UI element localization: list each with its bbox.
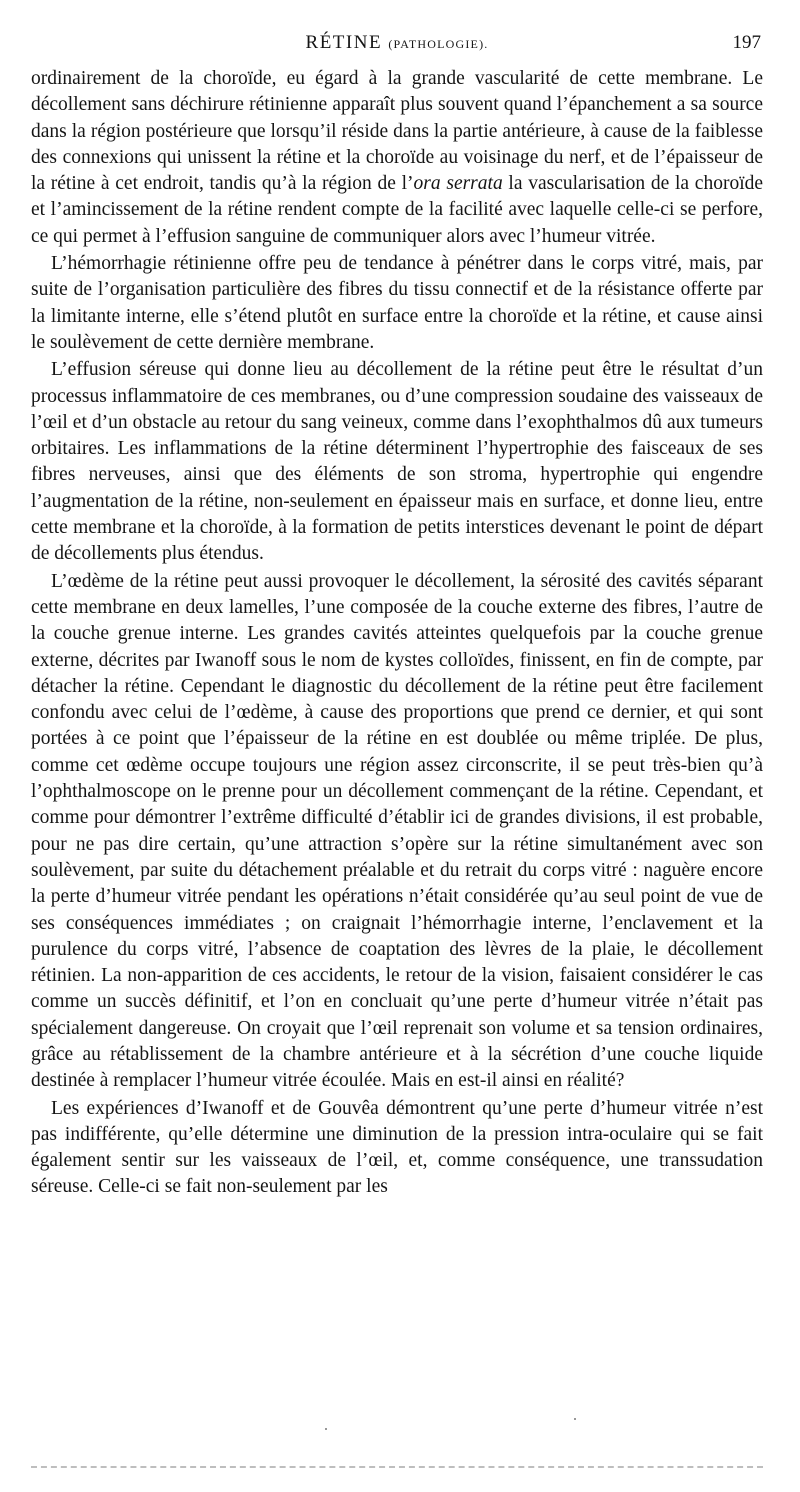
paragraph-1-text-a: ordinairement de la choroïde, eu égard à la grande vascularité de cette membrane. Le décollement sans déchirure rétinienne apparaît plus souvent quand l’épanchement a sa source dans la région postérieure que lorsqu’il réside dans la partie antérieure, à cause de la faiblesse des connexions qui unissent la rétine et la choroïde au voisinage du nerf, et de l’épaisseur de la rétine à cet endroit, tandis qu’à la région de l’ (31, 68, 763, 195)
header-title: RÉTINE (305, 32, 383, 53)
paragraph-5: Les expériences d’Iwanoff et de Gouvêa démontrent qu’une perte d’humeur vitrée n’est pas indifférente, qu’elle détermine une diminution de la pression intra-oculaire qui se fait également sentir sur les vaisseaux de l’œil, et, comme conséquence, une transsudation séreuse. Celle-ci se fait non-seulement par les (31, 1097, 763, 1198)
paragraph-1 (31, 66, 763, 250)
paragraph-3: L’effusion séreuse qui donne lieu au décollement de la rétine peut être le résultat d’un processus inflammatoire de ces membranes, ou d’une compression soudaine des vaisseaux de l’œil et d’un obstacle au retour du sang veineux, comme dans l’exophthalmos dû aux tumeurs orbitaires. Les inflammations de la rétine déterminent l’hypertrophie des faisceaux de ses fibres nerveuses, ainsi que des éléments de son stroma, hypertrophie qui engendre l’augmentation de la rétine, non-seulement en épaisseur mais en surface, et donne lieu, entre cette membrane et la choroïde, à la formation de petits interstices devenant le point de départ de décollements plus étendus. (31, 359, 763, 565)
italic-term-ora-serrata: ora serrata (413, 173, 503, 195)
paragraph-4: L’œdème de la rétine peut aussi provoquer le décollement, la sérosité des cavités séparant cette membrane en deux lamelles, l’une composée de la couche externe des fibres, l’autre de la couche grenue interne. Les grandes cavités atteintes quelquefois par la couche grenue externe, décrites par Iwanoff sous le nom de kystes colloïdes, finissent, en fin de compte, par détacher la rétine. Cependant le diagnostic du décollement de la rétine peut être facilement confondu avec celui de l’œdème, à cause des proportions que prend ce dernier, et qui sont portées à ce point que l’épaisseur de la rétine en est doublée ou même triplée. De plus, comme cet œdème occupe toujours une région assez circonscrite, il se peut très-bien qu’à l’ophthalmoscope on le prenne pour un décollement commençant de la rétine. Cependant, et comme pour démontrer l’extrême difficulté d’établir ici de grandes divisions, il est probable, pour ne pas dire certain, qu’une attraction s’opère sur la rétine simultanément avec son soulèvement, par suite du détachement préalable et du retrait du corps vitré : naguère encore la perte d’humeur vitrée pendant les opérations n’était considérée qu’au seul point de vue de ses conséquences immédiates ; on craignait l’hémorrhagie interne, l’enclavement et la purulence du corps vitré, l’absence de coaptation des lèvres de la plaie, le décollement rétinien. La non-apparition de ces accidents, le retour de la vision, faisaient considérer le cas comme un succès définitif, et l’on en concluait qu’une perte d’humeur vitrée n’était pas spécialement dangereuse. On croyait que l’œil reprenait son volume et sa tension ordinaires, grâce au rétablissement de la chambre antérieure et à la sécrétion d’une couche liquide destinée à remplacer l’humeur vitrée écoulée. Mais en est-il ainsi en réalité? (31, 570, 763, 1092)
paragraph-1-text-b: la vascularisation de la choroïde et l’amincissement de la rétine rendent compte de la facilité avec laquelle celle-ci se perfore, ce qui permet à l’effusion sanguine de communiquer alors avec l’humeur vitrée. (31, 173, 764, 247)
book-page (31, 0, 763, 1492)
bleed-through-rule (31, 1466, 763, 1468)
body-text (31, 66, 763, 1202)
running-title (31, 32, 763, 54)
running-header (31, 30, 763, 60)
print-speck (325, 1428, 327, 1430)
print-speck (574, 1418, 576, 1420)
page-number: 197 (732, 32, 761, 53)
header-subtitle: (PATHOLOGIE). (388, 37, 489, 51)
paragraph-2: L’hémorrhagie rétinienne offre peu de tendance à pénétrer dans le corps vitré, mais, par suite de l’organisation particulière des fibres du tissu connectif et de la résistance offerte par la limitante interne, elle s’étend plutôt en surface entre la choroïde et la rétine, et cause ainsi le soulèvement de cette dernière membrane. (31, 253, 763, 353)
